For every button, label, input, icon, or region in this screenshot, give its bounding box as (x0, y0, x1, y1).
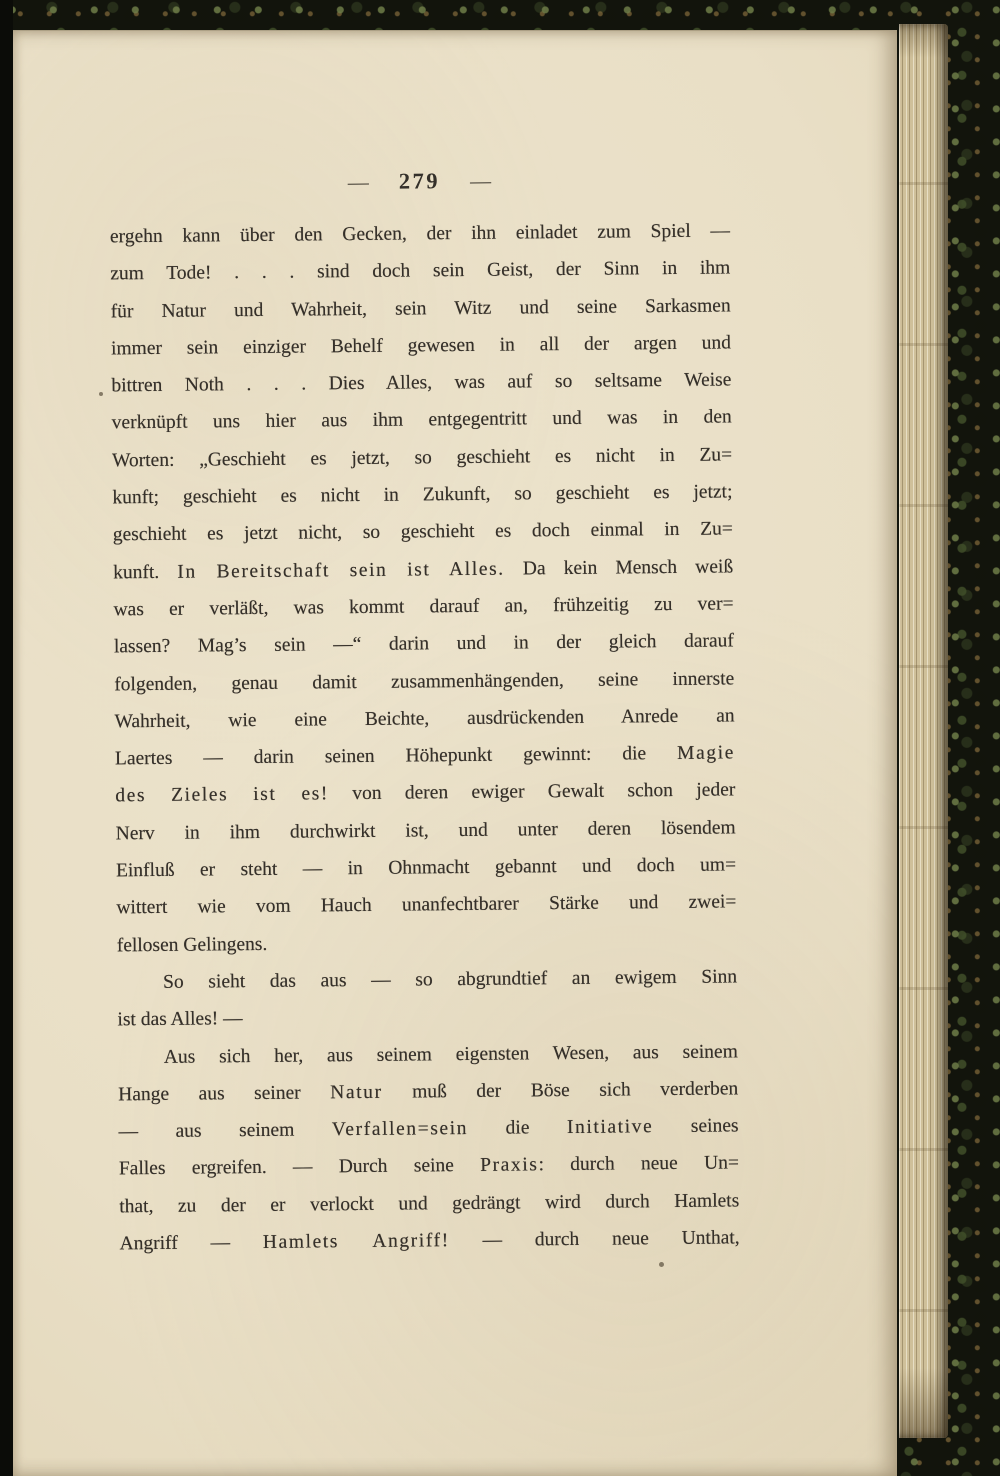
header-dash-right: — (469, 168, 492, 193)
body-text: Hange aus seiner (118, 1082, 331, 1106)
body-text: geschieht es jetzt nicht, so geschieht es doch einmal in Zu= (112, 518, 733, 546)
text-line (116, 846, 736, 889)
body-text: zum Tode! . . . sind doch sein Geist, der Sinn in ihm (110, 257, 731, 285)
body-text: that, zu der er verlockt und gedrängt wird durch Hamlets (119, 1190, 740, 1218)
text-line (117, 996, 737, 1039)
ink-speck (659, 1262, 664, 1267)
emphasized-text: Hamlets Angriff! (262, 1230, 450, 1253)
body-text: Worten: „Geschieht es jetzt, so geschieht es nicht in Zu= (112, 444, 733, 472)
text-line (119, 1182, 739, 1225)
page-content (108, 27, 740, 1262)
text-line (114, 697, 734, 740)
text-line (111, 362, 731, 405)
body-text: bittren Noth . . . Dies Alles, was auf so seltsame Weise (111, 369, 732, 397)
text-line (117, 921, 737, 964)
text-line (117, 958, 737, 1001)
text-line (112, 399, 732, 442)
body-text: — durch neue Unthat, (449, 1227, 740, 1252)
emphasized-text: Natur (330, 1081, 383, 1104)
text-line (119, 1145, 739, 1188)
body-text: was er verläßt, was kommt darauf an, frühzeitig zu ver= (113, 593, 734, 621)
body-text: Aus sich her, aus seinem eigensten Wesen, aus seinem (163, 1040, 738, 1068)
body-text: muß der Böse sich verderben (382, 1078, 739, 1103)
body-text: Einfluß er steht — in Ohnmacht gebannt und doch um= (115, 854, 737, 882)
book-page-edges (899, 24, 948, 1438)
body-text: Da kein Mensch weiß (504, 556, 734, 580)
text-line (112, 473, 732, 516)
body-text: Wahrheit, wie eine Beichte, ausdrückenden Anrede an (114, 705, 735, 733)
text-line (113, 511, 733, 554)
body-text: : durch neue Un= (538, 1152, 739, 1176)
text-line (116, 884, 736, 927)
binding-left-edge (0, 0, 13, 1476)
text-line (110, 212, 730, 255)
text-line (111, 324, 731, 367)
emphasized-text: des Zieles ist es! (115, 783, 330, 807)
body-text: kunft; geschieht es nicht in Zukunft, so geschieht es jetzt; (112, 481, 733, 509)
text-line (112, 436, 732, 479)
page-header (109, 165, 729, 197)
body-text: von deren ewiger Gewalt schon jeder (328, 779, 736, 805)
text-line (119, 1219, 739, 1262)
text-line (111, 287, 731, 330)
body-text: seines (653, 1115, 739, 1138)
text-line (113, 548, 733, 591)
page-number: 279 (398, 168, 441, 194)
body-text: lassen? Mag’s sein —“ darin und in der gleich darauf (113, 630, 734, 658)
emphasized-text: Initiative (566, 1116, 654, 1139)
body-text: So sieht das aus — so abgrundtief an ewigem Sinn (163, 966, 738, 993)
text-line (116, 809, 736, 852)
body-text: Nerv in ihm durchwirkt ist, und unter deren lösendem (115, 817, 736, 845)
text-line (113, 585, 733, 628)
emphasized-text: Magie (677, 742, 736, 765)
body-text: kunft. (113, 561, 178, 584)
body-text: — aus seinem (118, 1119, 332, 1143)
body-text: folgenden, genau damit zusammenhängenden, seine innerste (114, 667, 735, 695)
text-line (118, 1070, 738, 1113)
text-line (118, 1108, 738, 1151)
body-text: verknüpft uns hier aus ihm entgegentritt und was in den (111, 406, 732, 434)
text-line (110, 250, 730, 293)
body-text: ist das Alles! — (117, 1008, 243, 1031)
header-dash-left: — (347, 169, 369, 194)
body-text: wittert wie vom Hauch unanfechtbarer Stärke und zwei= (116, 891, 737, 919)
body-text: die (468, 1117, 568, 1140)
page-text-block (110, 212, 740, 1262)
text-line (115, 735, 735, 778)
emphasized-text: Praxis (480, 1154, 539, 1177)
emphasized-text: Verfallen=sein (331, 1118, 469, 1141)
body-text: Angriff — (119, 1231, 263, 1255)
body-text: ergehn kann über den Gecken, der ihn einladet zum Spiel — (109, 220, 731, 248)
text-line (115, 772, 735, 815)
body-text: Laertes — darin seinen Höhepunkt gewinnt: die (114, 743, 678, 770)
emphasized-text: In Bereitschaft sein ist Alles. (177, 558, 505, 583)
ink-speck (99, 392, 103, 396)
text-line (118, 1033, 738, 1076)
body-text: Falles ergreifen. — Durch seine (118, 1155, 481, 1180)
body-text: fellosen Gelingens. (116, 933, 268, 956)
text-line (114, 623, 734, 666)
body-text: für Natur und Wahrheit, sein Witz und seine Sarkasmen (110, 295, 731, 322)
text-line (114, 660, 734, 703)
book-page (13, 30, 897, 1476)
body-text: immer sein einziger Behelf gewesen in all der argen und (110, 332, 732, 360)
